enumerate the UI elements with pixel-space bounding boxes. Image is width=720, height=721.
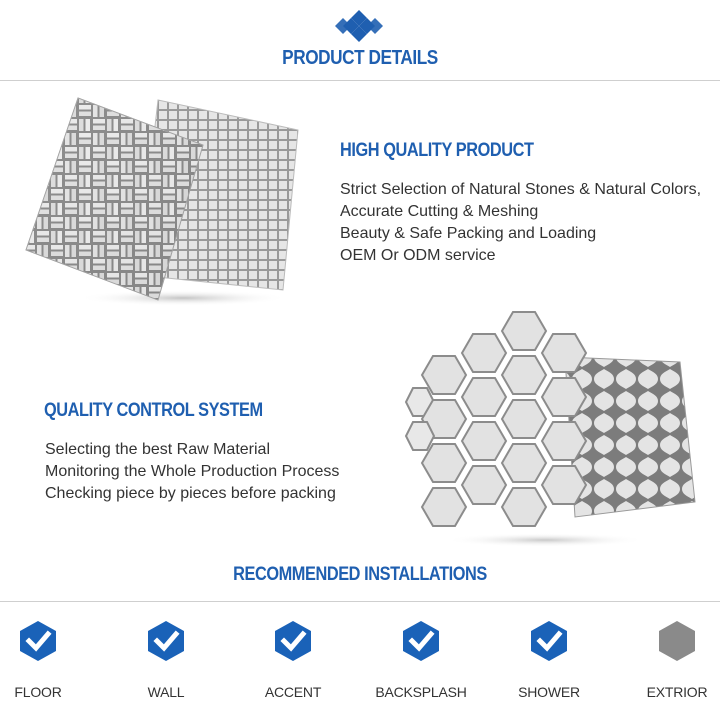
installation-label: SHOWER [518, 684, 580, 700]
check-hexagon-icon [18, 620, 58, 662]
installation-label: WALL [147, 684, 185, 700]
installation-extrior [627, 620, 720, 700]
quality-control-line: Checking piece by pieces before packing [45, 485, 336, 502]
quality-product-line: OEM Or ODM service [340, 247, 496, 264]
diamond-cluster-icon [334, 8, 384, 44]
installations-divider [0, 601, 720, 602]
quality-control-line: Selecting the best Raw Material [45, 441, 270, 458]
quality-product-line: Accurate Cutting & Meshing [340, 203, 539, 220]
installation-label: BACKSPLASH [375, 684, 467, 700]
check-hexagon-icon [401, 620, 441, 662]
quality-control-title: QUALITY CONTROL SYSTEM [44, 400, 263, 421]
gray-hexagon-icon [657, 620, 697, 662]
installation-label: EXTRIOR [646, 684, 708, 700]
installation-accent [243, 620, 343, 700]
header-divider [0, 80, 720, 81]
check-hexagon-icon [529, 620, 569, 662]
installations-title: RECOMMENDED INSTALLATIONS [233, 564, 487, 585]
hexagon-mosaic-image [395, 302, 715, 552]
installation-shower [499, 620, 599, 700]
installation-floor [0, 620, 88, 700]
quality-control-line: Monitoring the Whole Production Process [45, 463, 340, 480]
quality-product-line: Beauty & Safe Packing and Loading [340, 225, 597, 242]
basketweave-mosaic-image [8, 90, 323, 310]
installation-backsplash [371, 620, 471, 700]
quality-product-line: Strict Selection of Natural Stones & Natural Colors, [340, 181, 702, 198]
installation-label: ACCENT [264, 684, 322, 700]
check-hexagon-icon [146, 620, 186, 662]
check-hexagon-icon [273, 620, 313, 662]
installation-label: FLOOR [14, 684, 62, 700]
installation-wall [116, 620, 216, 700]
high-quality-product-title: HIGH QUALITY PRODUCT [340, 140, 534, 161]
page-title: PRODUCT DETAILS [282, 47, 438, 69]
